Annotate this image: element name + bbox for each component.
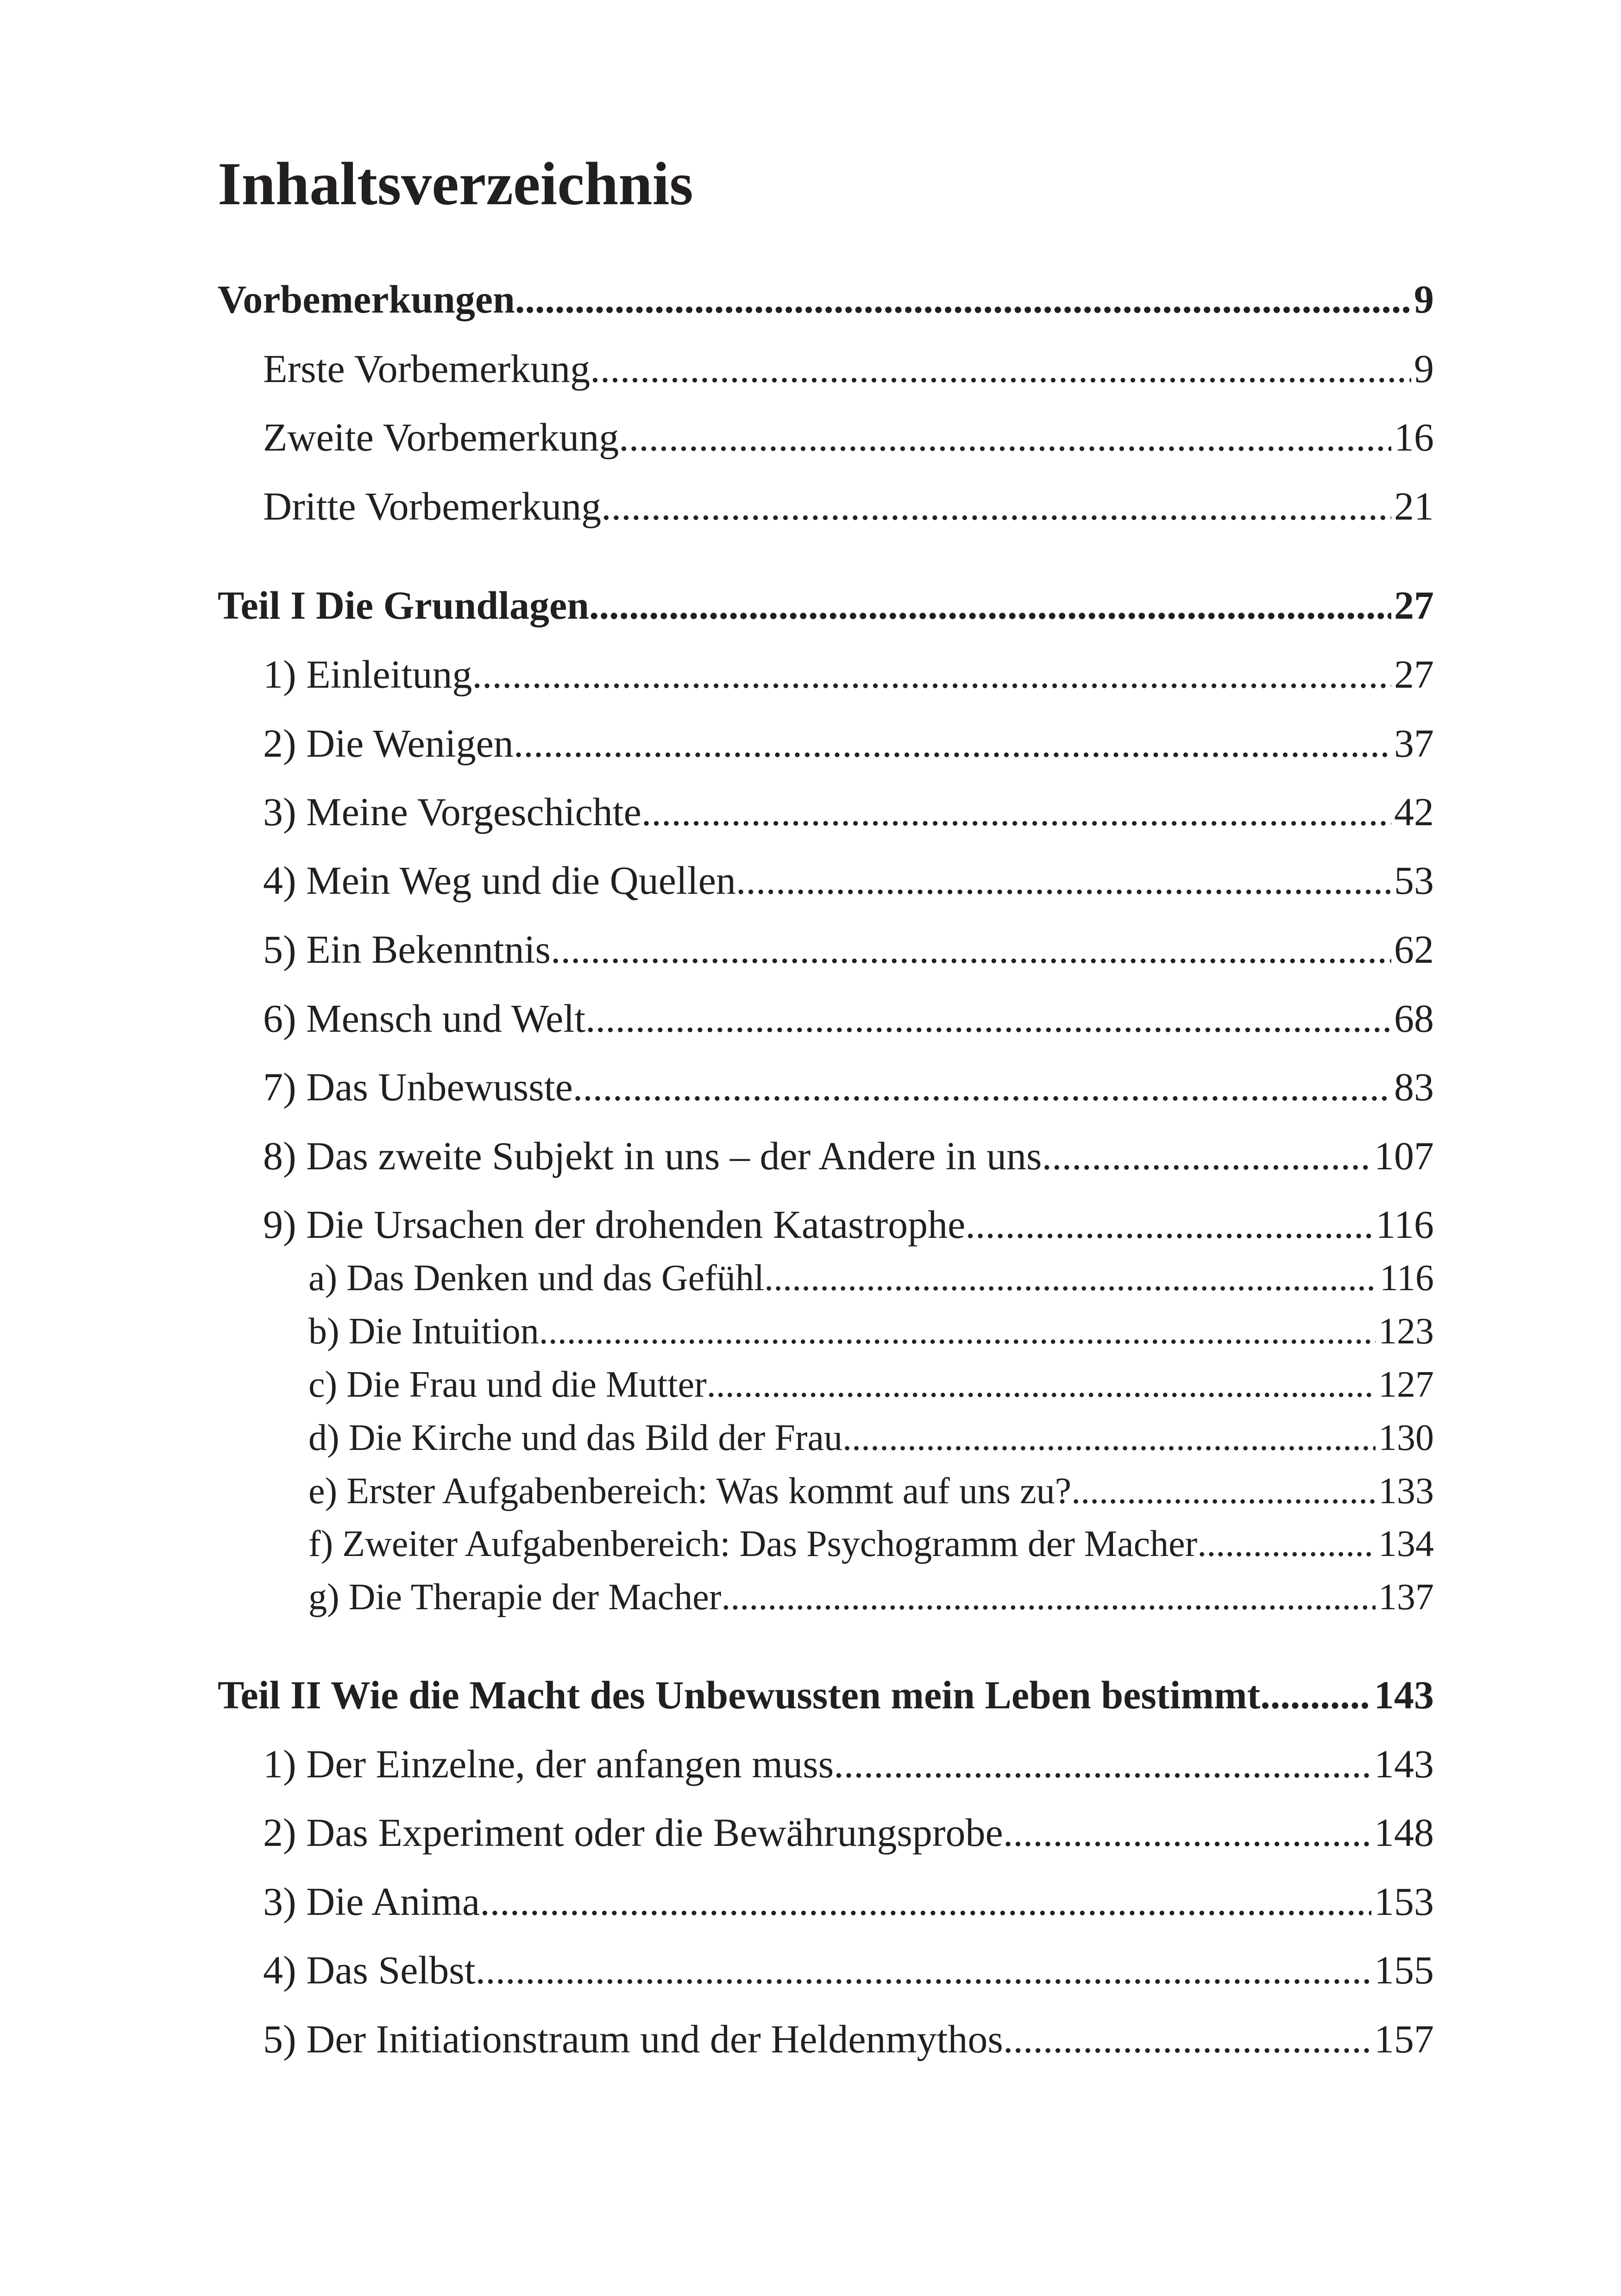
entry-title: Dritte Vorbemerkung bbox=[263, 484, 602, 528]
toc-entry bbox=[263, 345, 1434, 393]
toc-subentry bbox=[308, 1256, 1434, 1300]
toc-subentry bbox=[308, 1469, 1434, 1513]
page-number: 68 bbox=[1394, 996, 1434, 1041]
dot-leader bbox=[1071, 1469, 1376, 1513]
page-number: 137 bbox=[1378, 1577, 1434, 1618]
entry-title: 4) Mein Weg und die Quellen bbox=[263, 858, 736, 903]
toc-subentry bbox=[308, 1416, 1434, 1460]
page-number: 148 bbox=[1374, 1810, 1434, 1855]
entry-title: 5) Ein Bekenntnis bbox=[263, 927, 551, 972]
page-number: 116 bbox=[1376, 1202, 1434, 1247]
page-number: 133 bbox=[1378, 1471, 1434, 1512]
page-number: 116 bbox=[1379, 1258, 1434, 1299]
page-number: 62 bbox=[1394, 927, 1434, 972]
toc-subentry bbox=[308, 1575, 1434, 1619]
toc-entry bbox=[263, 414, 1434, 461]
dot-leader bbox=[573, 1063, 1391, 1111]
dot-leader bbox=[619, 414, 1391, 461]
entry-title: 6) Mensch und Welt bbox=[263, 996, 586, 1041]
entry-title: 4) Das Selbst bbox=[263, 1948, 476, 1992]
toc-subentry bbox=[308, 1309, 1434, 1354]
dot-leader bbox=[539, 1309, 1376, 1354]
page-number: 157 bbox=[1374, 2017, 1434, 2061]
page-number: 153 bbox=[1374, 1879, 1434, 1924]
toc-entry bbox=[263, 1878, 1434, 1926]
entry-title: f) Zweiter Aufgabenbereich: Das Psychogramm der Macher bbox=[308, 1524, 1198, 1564]
toc-subentry bbox=[308, 1522, 1434, 1566]
dot-leader bbox=[1042, 1132, 1371, 1180]
entry-title: 2) Die Wenigen bbox=[263, 721, 514, 765]
entry-title: Erste Vorbemerkung bbox=[263, 346, 591, 391]
dot-leader bbox=[1260, 1671, 1371, 1719]
toc-section-entry bbox=[218, 1671, 1434, 1719]
dot-leader bbox=[736, 857, 1391, 904]
entry-title: Teil II Wie die Macht des Unbewussten mein Leben bestimmt bbox=[218, 1673, 1261, 1717]
dot-leader bbox=[551, 926, 1391, 973]
dot-leader bbox=[480, 1878, 1371, 1926]
toc-entry bbox=[263, 857, 1434, 904]
entry-title: d) Die Kirche und das Bild der Frau bbox=[308, 1418, 843, 1458]
entry-title: 3) Meine Vorgeschichte bbox=[263, 790, 641, 834]
page-number: 123 bbox=[1378, 1311, 1434, 1352]
toc-title: Inhaltsverzeichnis bbox=[218, 150, 693, 218]
entry-title: 3) Die Anima bbox=[263, 1879, 480, 1924]
entry-title: b) Die Intuition bbox=[308, 1311, 539, 1352]
page-number: 9 bbox=[1414, 346, 1434, 391]
page-number: 143 bbox=[1374, 1673, 1434, 1717]
page-number: 21 bbox=[1394, 484, 1434, 528]
toc-entry bbox=[263, 1201, 1434, 1248]
toc-entry bbox=[263, 1132, 1434, 1180]
page-number: 130 bbox=[1378, 1418, 1434, 1458]
dot-leader bbox=[476, 1946, 1371, 1994]
entry-title: 8) Das zweite Subjekt in uns – der Andere in uns bbox=[263, 1134, 1042, 1178]
toc-entry bbox=[263, 2015, 1434, 2063]
toc-entry bbox=[263, 788, 1434, 836]
dot-leader bbox=[842, 1416, 1376, 1460]
dot-leader bbox=[589, 582, 1391, 629]
dot-leader bbox=[965, 1201, 1373, 1248]
entry-title: 9) Die Ursachen der drohenden Katastrophe bbox=[263, 1202, 966, 1247]
entry-title: 5) Der Initiationstraum und der Heldenmythos bbox=[263, 2017, 1003, 2061]
page-number: 134 bbox=[1378, 1524, 1434, 1564]
entry-title: e) Erster Aufgabenbereich: Was kommt auf uns zu? bbox=[308, 1471, 1072, 1512]
entry-title: 2) Das Experiment oder die Bewährungsprobe bbox=[263, 1810, 1003, 1855]
page-number: 16 bbox=[1394, 415, 1434, 459]
toc-entry bbox=[263, 1809, 1434, 1857]
page-number: 143 bbox=[1374, 1742, 1434, 1786]
dot-leader bbox=[1197, 1522, 1376, 1566]
toc-entry bbox=[263, 1740, 1434, 1788]
toc-entry bbox=[263, 1063, 1434, 1111]
dot-leader bbox=[515, 276, 1411, 323]
entry-title: Teil I Die Grundlagen bbox=[218, 583, 590, 627]
entry-title: 1) Einleitung bbox=[263, 652, 472, 696]
dot-leader bbox=[764, 1256, 1377, 1300]
entry-title: c) Die Frau und die Mutter bbox=[308, 1364, 707, 1405]
page-number: 107 bbox=[1374, 1134, 1434, 1178]
toc-section-entry bbox=[218, 276, 1434, 323]
page-number: 27 bbox=[1394, 583, 1434, 627]
toc-entry bbox=[263, 1946, 1434, 1994]
dot-leader bbox=[1003, 1809, 1371, 1857]
page-number: 83 bbox=[1394, 1065, 1434, 1109]
dot-leader bbox=[834, 1740, 1371, 1788]
toc-entry bbox=[263, 483, 1434, 530]
page-number: 27 bbox=[1394, 652, 1434, 696]
entry-title: a) Das Denken und das Gefühl bbox=[308, 1258, 765, 1299]
dot-leader bbox=[514, 720, 1391, 767]
dot-leader bbox=[601, 483, 1391, 530]
page-number: 42 bbox=[1394, 790, 1434, 834]
toc-entry bbox=[263, 995, 1434, 1042]
page-number: 53 bbox=[1394, 858, 1434, 903]
dot-leader bbox=[707, 1362, 1376, 1407]
page-number: 9 bbox=[1414, 277, 1434, 321]
dot-leader bbox=[472, 651, 1391, 698]
page-number: 37 bbox=[1394, 721, 1434, 765]
toc-section-entry bbox=[218, 582, 1434, 629]
dot-leader bbox=[641, 788, 1391, 836]
entry-title: 1) Der Einzelne, der anfangen muss bbox=[263, 1742, 834, 1786]
page-number: 155 bbox=[1374, 1948, 1434, 1992]
entry-title: Zweite Vorbemerkung bbox=[263, 415, 619, 459]
entry-title: g) Die Therapie der Macher bbox=[308, 1577, 722, 1618]
entry-title: Vorbemerkungen bbox=[218, 277, 515, 321]
dot-leader bbox=[585, 995, 1391, 1042]
toc-entry bbox=[263, 651, 1434, 698]
toc-entry bbox=[263, 926, 1434, 973]
dot-leader bbox=[1003, 2015, 1371, 2063]
toc-subentry bbox=[308, 1362, 1434, 1407]
dot-leader bbox=[721, 1575, 1376, 1619]
toc-entry bbox=[263, 720, 1434, 767]
page-number: 127 bbox=[1378, 1364, 1434, 1405]
entry-title: 7) Das Unbewusste bbox=[263, 1065, 573, 1109]
dot-leader bbox=[590, 345, 1411, 393]
